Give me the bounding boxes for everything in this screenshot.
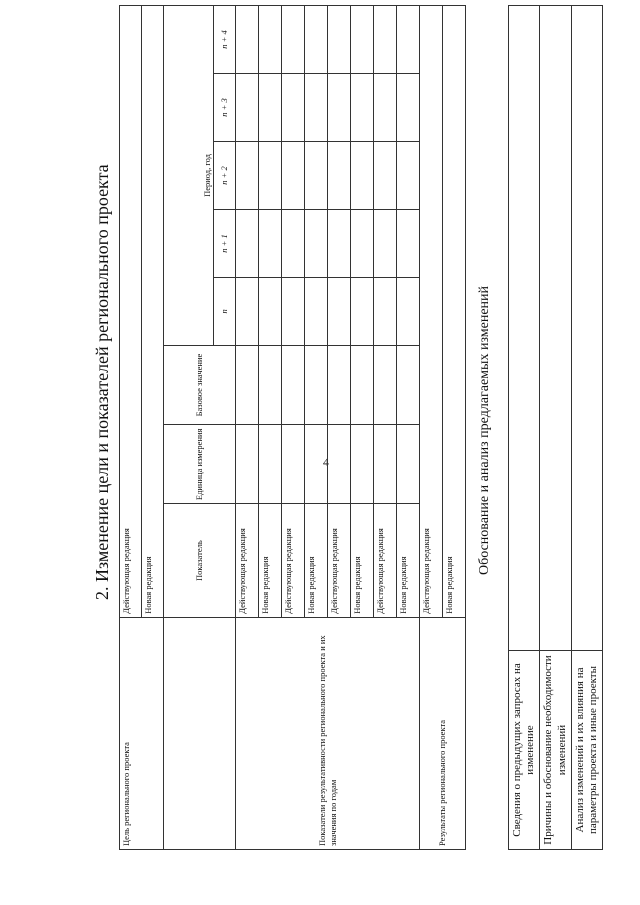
ind-row-current: Действующая редакция — [236, 504, 259, 617]
base-value-header: Базовое значение — [164, 345, 236, 424]
goal-new: Новая редакция — [142, 6, 164, 618]
analysis-table — [508, 5, 603, 850]
analysis-value — [571, 6, 602, 651]
unit-header: Единица измерения — [164, 425, 236, 504]
period-n: n — [214, 277, 236, 345]
analysis-value — [509, 6, 540, 651]
period-header: Период, год — [164, 6, 214, 346]
ind-row-new: Новая редакция — [305, 504, 328, 617]
blank-header-cell — [164, 617, 236, 849]
goal-current: Действующая редакция — [120, 6, 142, 618]
ind-row-current: Действующая редакция — [282, 504, 305, 617]
results-current: Действующая редакция — [420, 6, 443, 618]
results-label: Результаты регионального проекта — [420, 617, 466, 849]
goal-label: Цель регионального проекта — [120, 617, 164, 849]
period-n3: n + 3 — [214, 74, 236, 142]
changes-table — [119, 5, 466, 850]
ind-row-new: Новая редакция — [259, 504, 282, 617]
period-n4: n + 4 — [214, 6, 236, 74]
ind-row-new: Новая редакция — [351, 504, 374, 617]
section-title-analysis: Обоснование и анализ предлагаемых изменений — [477, 285, 492, 575]
ind-row-current: Действующая редакция — [328, 504, 351, 617]
period-n2: n + 2 — [214, 141, 236, 209]
indicator-header: Показатель — [164, 504, 236, 617]
analysis-label-impact: Анализ изменений и их влияния на параметры проекта и иные проекты — [571, 651, 602, 850]
period-n1: n + 1 — [214, 209, 236, 277]
analysis-label-reasons: Причины и обоснование необходимости изменений — [540, 651, 571, 850]
page-number: 4 — [323, 455, 329, 469]
analysis-label-requests: Сведения о предыдущих запросах на изменение — [509, 651, 540, 850]
results-new: Новая редакция — [443, 6, 466, 618]
ind-row-new: Новая редакция — [397, 504, 420, 617]
section-title-changes: 2. Изменение цели и показателей регионального проекта — [92, 164, 112, 600]
indicators-label: Показатели результативности регионального проекта и их значения по годам — [236, 617, 420, 849]
ind-row-current: Действующая редакция — [374, 504, 397, 617]
analysis-value — [540, 6, 571, 651]
